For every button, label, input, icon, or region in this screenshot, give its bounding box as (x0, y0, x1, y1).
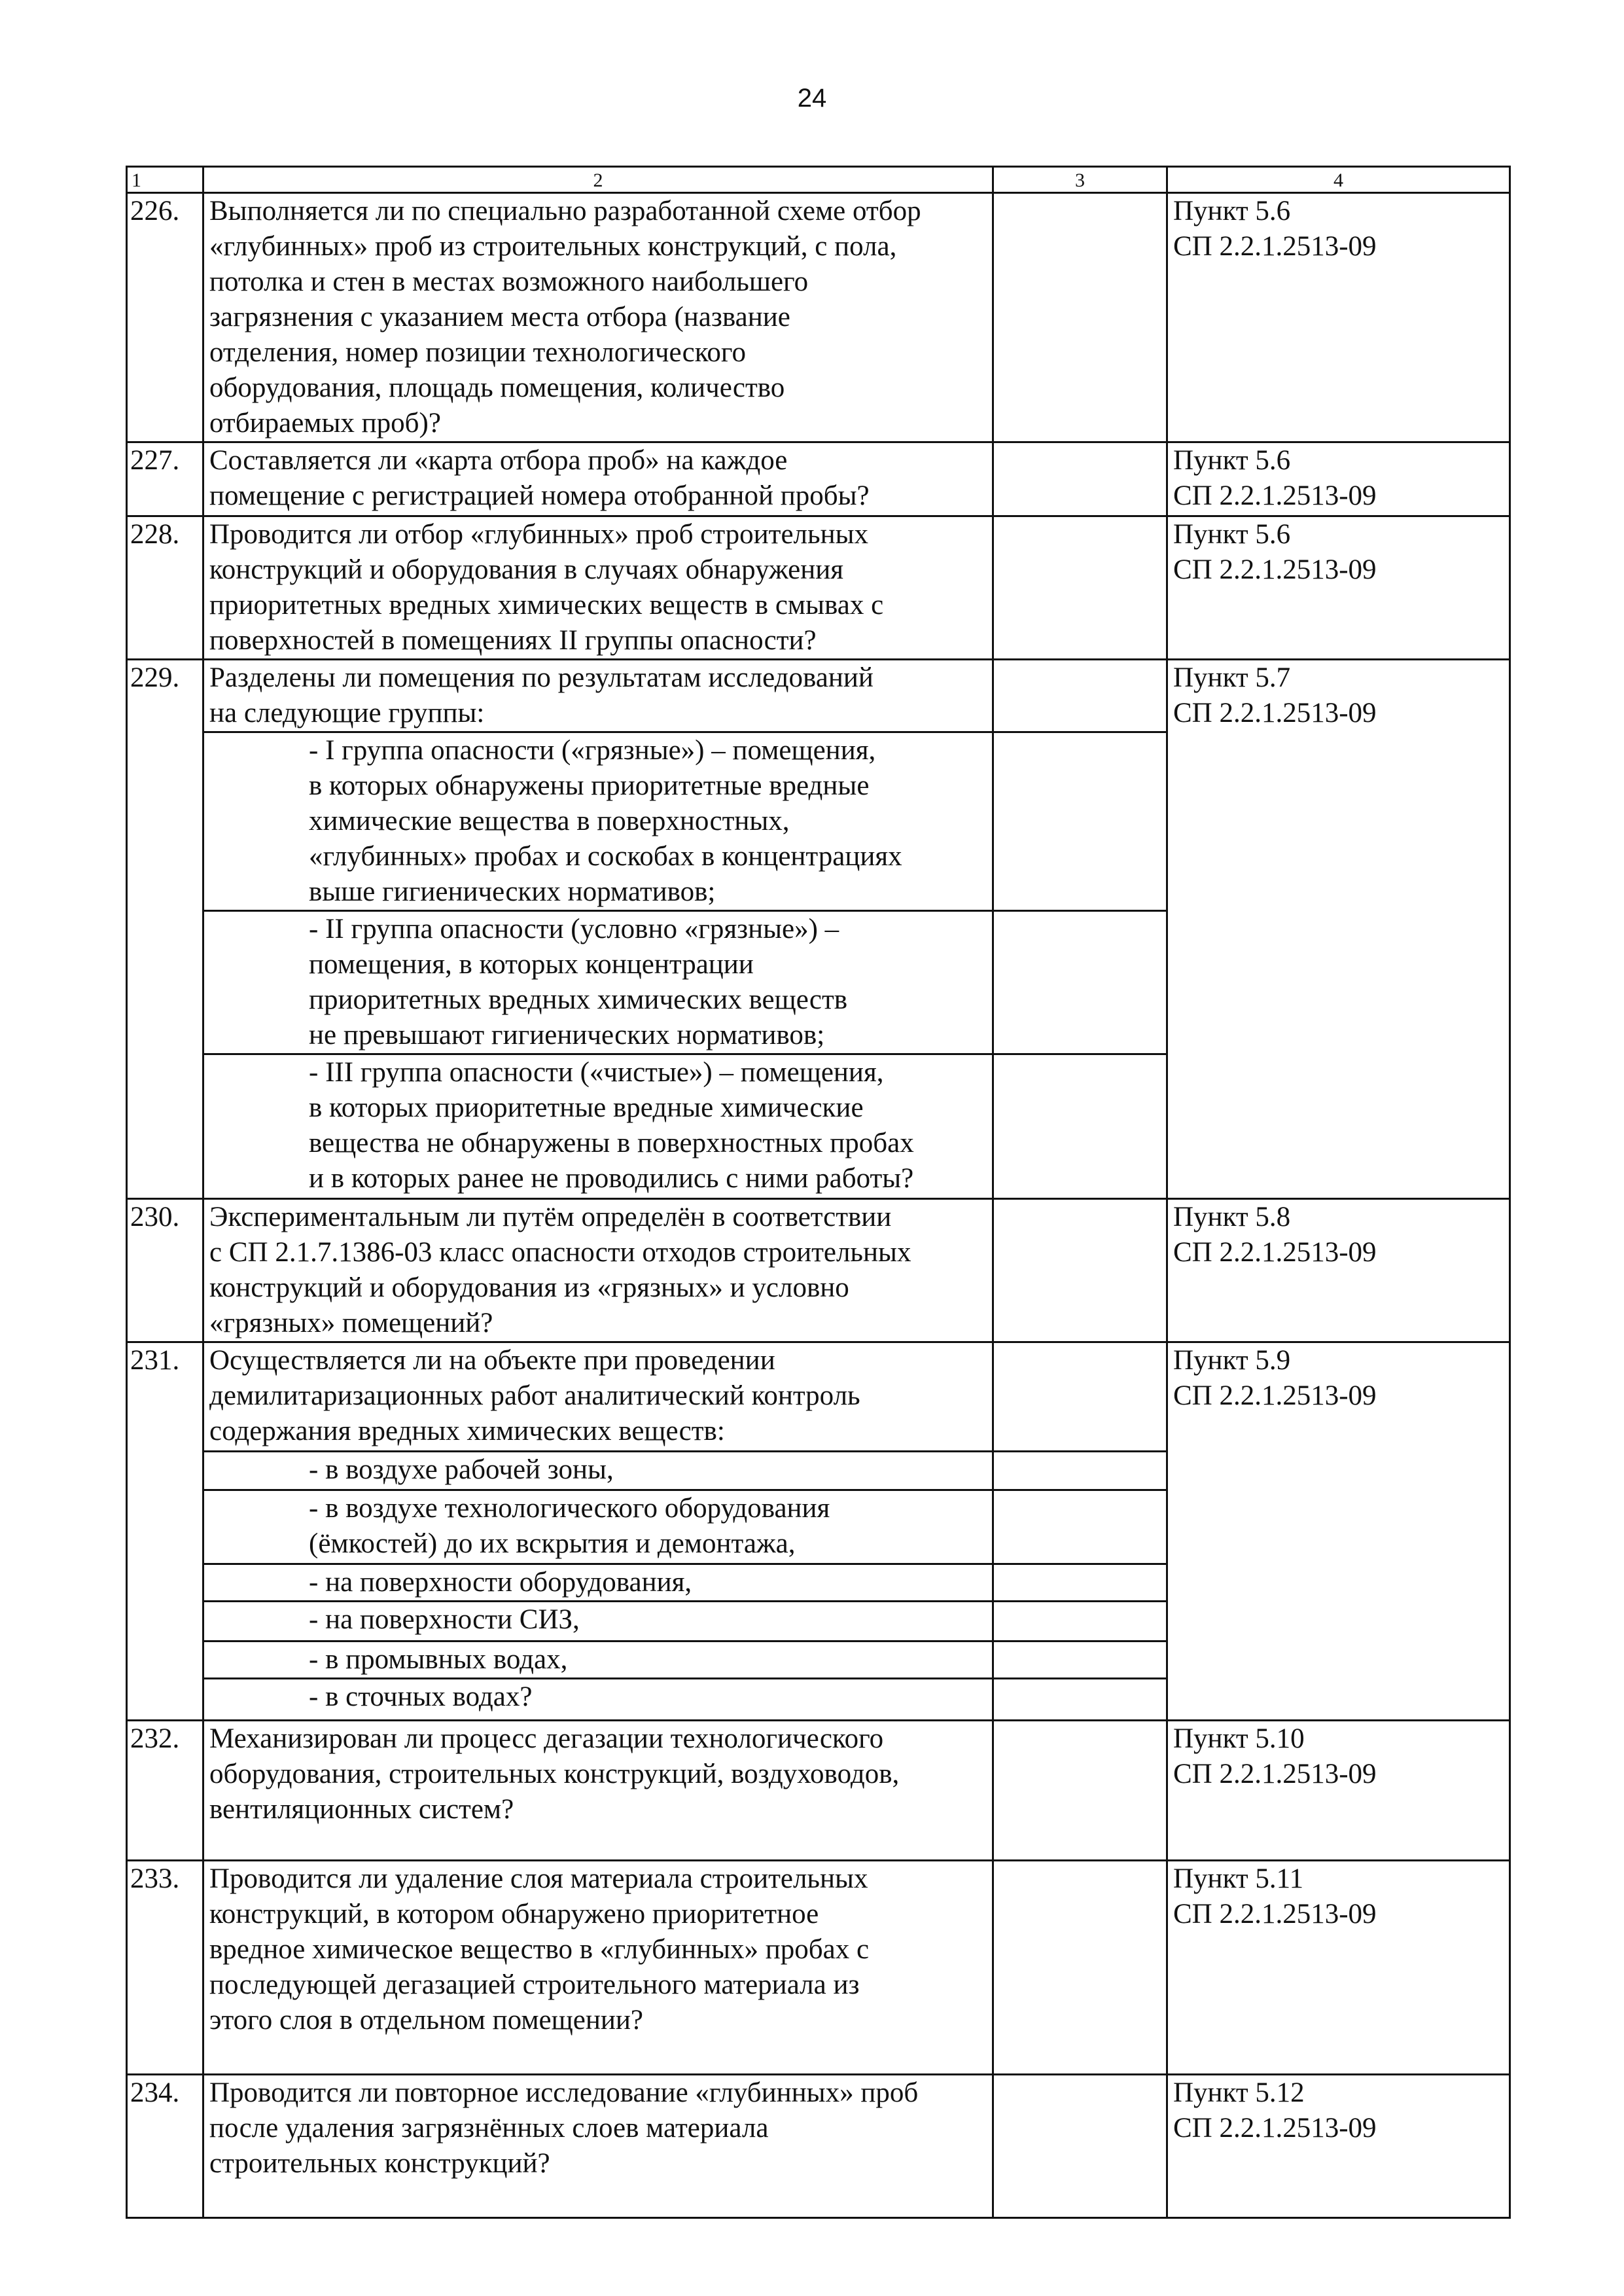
table-row (127, 660, 1510, 732)
item-number: 232. (127, 1721, 203, 1861)
answer-cell (993, 660, 1167, 732)
sub-question-text: - I группа опасности («грязные») – помещения, в которых обнаружены приоритетные вредные химические вещества в поверхностных, «глубинных» пробах и соскобах в концентрациях выше гигиенических нормативов; (203, 732, 993, 911)
sub-question-text: - в воздухе технологического оборудования (ёмкостей) до их вскрытия и демонтажа, (203, 1490, 993, 1564)
answer-cell (993, 911, 1167, 1054)
item-number: 229. (127, 660, 203, 1199)
sub-question-text: - на поверхности оборудования, (203, 1564, 993, 1602)
item-number: 234. (127, 2075, 203, 2218)
reference-text: Пункт 5.6 СП 2.2.1.2513-09 (1167, 193, 1510, 442)
column-number-1: 1 (127, 167, 203, 193)
answer-cell (993, 1721, 1167, 1861)
sub-question-text: - II группа опасности (условно «грязные») – помещения, в которых концентрации приоритетных вредных химических веществ не превышают гигиенических нормативов; (203, 911, 993, 1054)
question-text: Составляется ли «карта отбора проб» на каждое помещение с регистрацией номера отобранной пробы? (203, 442, 993, 516)
reference-text: Пункт 5.12 СП 2.2.1.2513-09 (1167, 2075, 1510, 2218)
question-text: Экспериментальным ли путём определён в соответствии с СП 2.1.7.1386-03 класс опасности отходов строительных конструкций и оборудования из «грязных» и условно «грязных» помещений? (203, 1199, 993, 1342)
item-number: 227. (127, 442, 203, 516)
item-number: 233. (127, 1861, 203, 2075)
item-number: 226. (127, 193, 203, 442)
table-row (127, 442, 1510, 516)
answer-cell (993, 1679, 1167, 1721)
page-number: 24 (797, 84, 827, 113)
answer-cell (993, 1861, 1167, 2075)
table-row (127, 1342, 1510, 1452)
answer-cell (993, 1342, 1167, 1452)
column-number-row (127, 167, 1510, 193)
sub-question-text: - на поверхности СИЗ, (203, 1602, 993, 1641)
sub-question-text: - в воздухе рабочей зоны, (203, 1452, 993, 1490)
reference-text: Пункт 5.11 СП 2.2.1.2513-09 (1167, 1861, 1510, 2075)
reference-text: Пункт 5.9 СП 2.2.1.2513-09 (1167, 1342, 1510, 1721)
question-text: Проводится ли отбор «глубинных» проб строительных конструкций и оборудования в случаях обнаружения приоритетных вредных химических веществ в смывах с поверхностей в помещениях II группы опасности? (203, 516, 993, 660)
table-row (127, 1861, 1510, 2075)
question-text: Механизирован ли процесс дегазации технологического оборудования, строительных конструкций, воздуховодов, вентиляционных систем? (203, 1721, 993, 1861)
question-text: Выполняется ли по специально разработанной схеме отбор «глубинных» проб из строительных конструкций, с пола, потолка и стен в местах возможного наибольшего загрязнения с указанием места отбора (название отделения, номер позиции технологического оборудования, площадь помещения, количество отбираемых проб)? (203, 193, 993, 442)
answer-cell (993, 1602, 1167, 1641)
reference-text: Пункт 5.10 СП 2.2.1.2513-09 (1167, 1721, 1510, 1861)
sub-question-text: - III группа опасности («чистые») – помещения, в которых приоритетные вредные химические вещества не обнаружены в поверхностных пробах и в которых ранее не проводились с ними работы? (203, 1054, 993, 1199)
answer-cell (993, 516, 1167, 660)
column-number-3: 3 (993, 167, 1167, 193)
item-number: 230. (127, 1199, 203, 1342)
checklist-table (126, 166, 1511, 2219)
answer-cell (993, 732, 1167, 911)
table-row (127, 1199, 1510, 1342)
question-text: Осуществляется ли на объекте при проведении демилитаризационных работ аналитический контроль содержания вредных химических веществ: (203, 1342, 993, 1452)
reference-text: Пункт 5.7 СП 2.2.1.2513-09 (1167, 660, 1510, 1199)
answer-cell (993, 193, 1167, 442)
column-number-4: 4 (1167, 167, 1510, 193)
answer-cell (993, 1490, 1167, 1564)
reference-text: Пункт 5.6 СП 2.2.1.2513-09 (1167, 516, 1510, 660)
answer-cell (993, 1199, 1167, 1342)
item-number: 228. (127, 516, 203, 660)
table-row (127, 1721, 1510, 1861)
reference-text: Пункт 5.8 СП 2.2.1.2513-09 (1167, 1199, 1510, 1342)
question-text: Проводится ли удаление слоя материала строительных конструкций, в котором обнаружено приоритетное вредное химическое вещество в «глубинных» пробах с последующей дегазацией строительного материала из этого слоя в отдельном помещении? (203, 1861, 993, 2075)
sub-question-text: - в сточных водах? (203, 1679, 993, 1721)
answer-cell (993, 442, 1167, 516)
answer-cell (993, 1054, 1167, 1199)
answer-cell (993, 1641, 1167, 1679)
table-row (127, 193, 1510, 442)
answer-cell (993, 1452, 1167, 1490)
item-number: 231. (127, 1342, 203, 1721)
question-text: Разделены ли помещения по результатам исследований на следующие группы: (203, 660, 993, 732)
sub-question-text: - в промывных водах, (203, 1641, 993, 1679)
table-row (127, 516, 1510, 660)
table-row (127, 2075, 1510, 2218)
question-text: Проводится ли повторное исследование «глубинных» проб после удаления загрязнённых слоев материала строительных конструкций? (203, 2075, 993, 2218)
answer-cell (993, 2075, 1167, 2218)
reference-text: Пункт 5.6 СП 2.2.1.2513-09 (1167, 442, 1510, 516)
column-number-2: 2 (203, 167, 993, 193)
answer-cell (993, 1564, 1167, 1602)
